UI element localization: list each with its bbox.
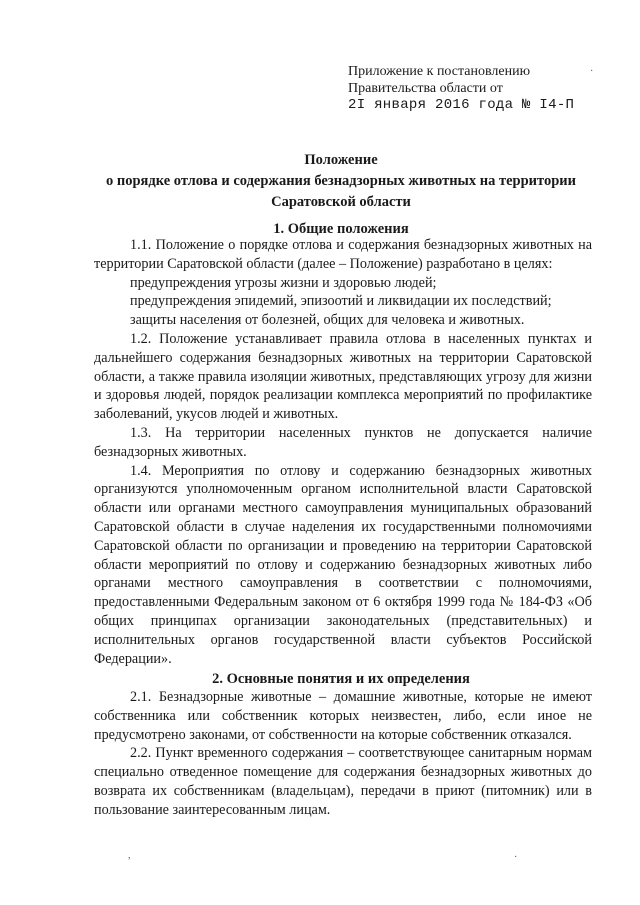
annex-line-3: 2I января 2016 года № I4-П [348,97,575,113]
scan-speck: , [128,850,131,861]
annex-line-1: Приложение к постановлению [348,64,531,79]
paragraph-1-1: 1.1. Положение о порядке отлова и содержания безнадзорных животных на территории Саратовской области (далее – Положение) разработано в целях: [94,237,592,272]
title-line-3: Саратовской области [271,194,411,210]
list-item: защиты населения от болезней, общих для человека и животных. [130,312,525,329]
paragraph-2-1: 2.1. Безнадзорные животные – домашние животные, которые не имеют собственника или собственник которых неизвестен, либо, если иное не предусмотрено законами, от собственности на которые собственник отказался. [94,689,592,743]
section-1-body [94,236,592,668]
document-title [92,150,590,213]
section-1-heading: 1. Общие положения [273,221,409,237]
annex-note [348,63,574,114]
scan-speck: · [590,66,594,77]
title-line-2: о порядке отлова и содержания безнадзорных животных на территории [106,173,576,189]
annex-line-2: Правительства области от [348,81,503,96]
paragraph-1-4: 1.4. Мероприятия по отлову и содержанию безнадзорных животных организуются уполномоченным органом исполнительной власти Саратовской области или органами местного самоуправления муниципальных образований Саратовской области в случае наделения их государственными полномочиями Саратовской области по организации и проведению на территории Саратовской области мероприятий по отлову и содержанию безнадзорных животных либо органами местного самоуправления в соответствии с полномочиями, предоставленными Федеральным законом от 6 октября 1999 года № 184-ФЗ «Об общих принципах организации законодательных (представительных) и исполнительных органов государственной власти субъектов Российской Федерации». [94,462,592,667]
section-2-heading: 2. Основные понятия и их определения [212,671,470,687]
paragraph-1-2: 1.2. Положение устанавливает правила отлова в населенных пунктах и дальнейшего содержания безнадзорных животных на территории Саратовской области, а также правила изоляции животных, представляющих угрозу для жизни и здоровья людей, порядок реализации комплекса мероприятий по профилактике заболеваний, укусов людей и животных. [94,330,592,423]
list-item: предупреждения эпидемий, эпизоотий и ликвидации их последствий; [130,293,552,310]
section-2-body [94,688,592,820]
paragraph-2-2: 2.2. Пункт временного содержания – соответствующее санитарным нормам специально отведенное помещение для содержания безнадзорных животных до возврата их собственникам (владельцам), передачи в приют (питомник) или в пользование заинтересованным лицам. [94,745,592,818]
scan-speck: · [514,852,518,863]
list-item: предупреждения угрозы жизни и здоровью людей; [130,274,437,291]
paragraph-1-3: 1.3. На территории населенных пунктов не допускается наличие безнадзорных животных. [94,424,592,460]
title-line-1: Положение [304,152,378,168]
